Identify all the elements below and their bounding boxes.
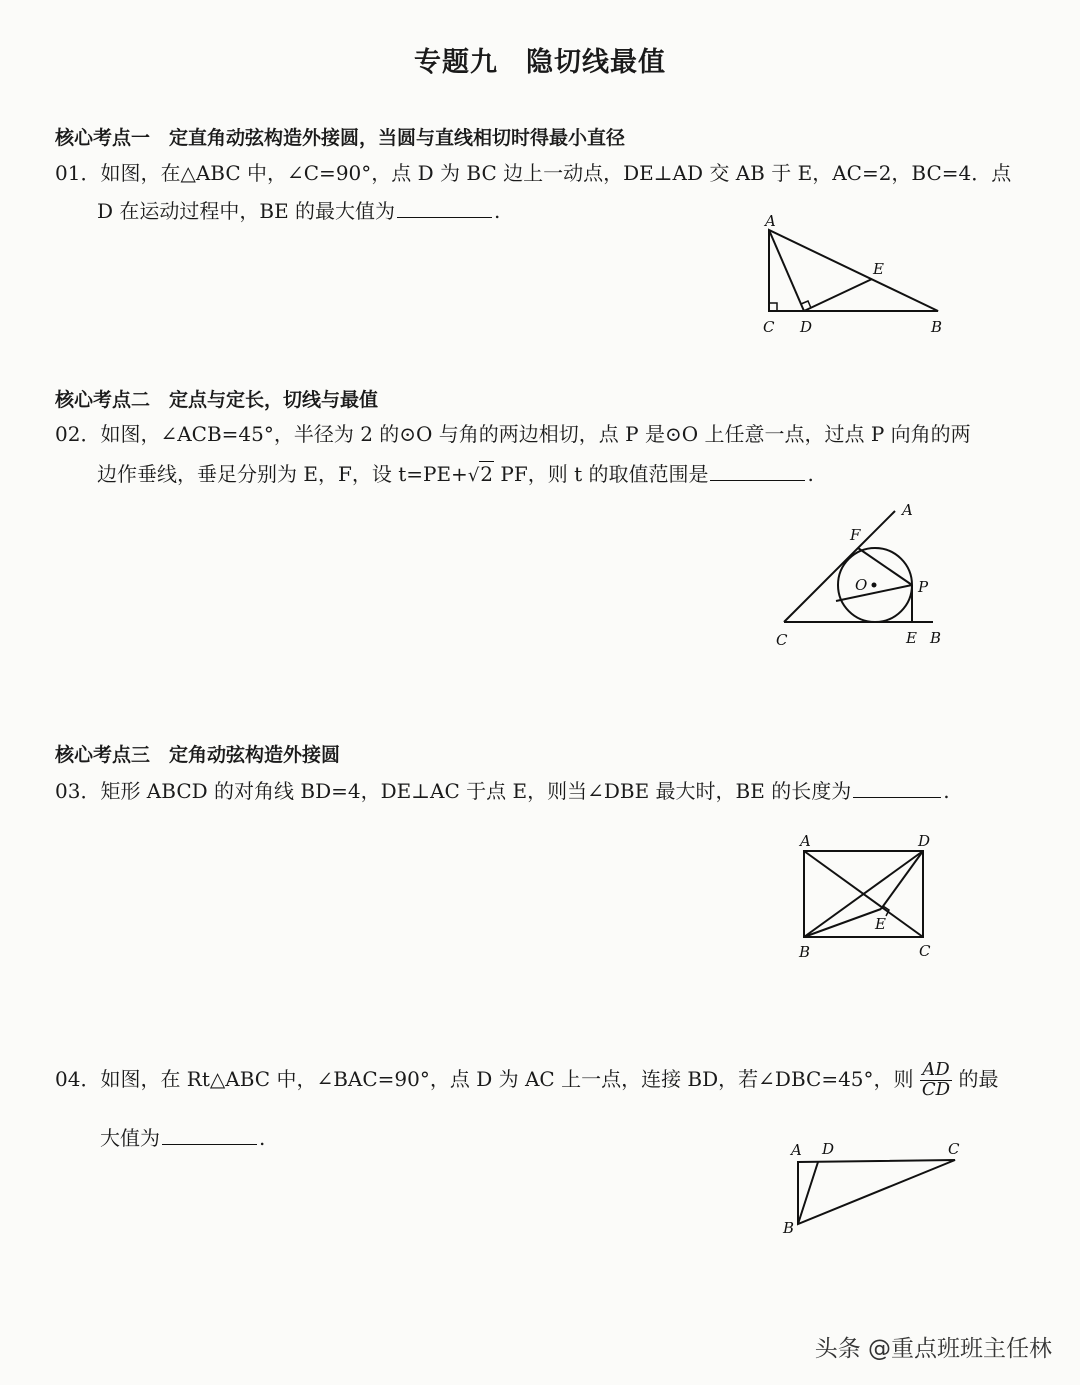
label-b: B [783,1219,795,1237]
label-a: A [800,832,811,850]
q3-end-mark: . [943,779,950,803]
q2-end-mark: . [807,462,814,486]
answer-blank-1[interactable] [397,199,492,218]
sqrt-sign: √ [467,465,480,486]
sqrt-radicand: 2 [480,462,494,486]
q2-text-part-a: 边作垂线，垂足分别为 E，F，设 t=PE+ [97,462,468,486]
q2-text-line1: 02．如图，∠ACB=45°，半径为 2 的⊙O 与角的两边相切，点 P 是⊙O 上任意一点，过点 P 向角的两 [55,422,971,446]
fraction-numerator: AD [920,1061,952,1081]
label-p: P [918,578,929,596]
label-c: C [919,942,931,960]
section-heading-1: 核心考点一 定直角动弦构造外接圆，当圆与直线相切时得最小直径 [55,127,626,149]
label-a: A [765,212,776,230]
label-b: B [931,318,943,336]
page-title: 专题九 隐切线最值 [414,47,666,78]
center-point-o [872,583,877,588]
q1-text-line2-content: D 在运动过程中，BE 的最大值为 [97,199,396,223]
q4-text-part-b: 的最 [958,1067,999,1091]
answer-blank-2[interactable] [710,462,805,481]
ray-ca [784,511,895,622]
q3-text-line1 [55,775,950,804]
triangle-abc [769,230,938,311]
segment-de [804,279,872,311]
q4-end-mark: . [259,1126,266,1150]
q1-text-line1: 01．如图，在△ABC 中，∠C=90°，点 D 为 BC 边上一动点，DE⊥AD 交 AB 于 E，AC=2，BC=4．点 [55,161,1012,185]
segment-ad [769,230,804,311]
answer-blank-3[interactable] [853,779,941,798]
label-b: B [799,943,811,961]
q4-text-part-a: 04．如图，在 Rt△ABC 中，∠BAC=90°，点 D 为 AC 上一点，连接 BD，若∠DBC=45°，则 [55,1067,914,1091]
label-d: D [800,318,813,336]
q4-text-line2 [100,1122,265,1151]
label-e: E [875,915,886,933]
q1-text-line2 [97,195,500,224]
q4-text-line2-content: 大值为 [100,1126,160,1150]
q3-text-content: 03．矩形 ABCD 的对角线 BD=4，DE⊥AC 于点 E，则当∠DBE 最大时，BE 的长度为 [55,779,852,803]
segment-be [804,909,881,937]
label-b: B [930,629,942,647]
segment-de [881,851,923,909]
label-f: F [850,526,861,544]
right-angle-mark-c [769,303,777,311]
label-e: E [873,260,884,278]
q2-text-line2 [97,458,814,487]
label-d: D [822,1140,835,1158]
q4-text-line1 [55,1052,998,1106]
triangle-abc [798,1160,955,1224]
label-d: D [918,832,931,850]
q2-text-part-b: PF，则 t 的取值范围是 [500,462,709,486]
figure-3-rectangle [790,828,950,968]
figure-1-right-triangle [755,210,955,340]
watermark: 头条 @重点班班主任林 [814,1336,1052,1362]
section-heading-2: 核心考点二 定点与定长，切线与最值 [55,389,379,411]
figure-4-right-triangle [775,1135,975,1245]
answer-blank-4[interactable] [162,1126,257,1145]
fraction-denominator: CD [921,1079,951,1100]
figure-2-circle-angle [770,498,950,658]
label-c: C [776,631,788,649]
label-a: A [902,501,913,519]
label-c: C [763,318,775,336]
label-o: O [855,576,868,594]
q1-end-mark: . [494,199,501,223]
segment-bd [798,1162,818,1224]
label-c: C [948,1140,960,1158]
fraction-ad-over-cd [920,1061,952,1100]
section-heading-3: 核心考点三 定角动弦构造外接圆 [55,744,341,766]
label-a: A [791,1141,802,1159]
label-e: E [906,629,917,647]
